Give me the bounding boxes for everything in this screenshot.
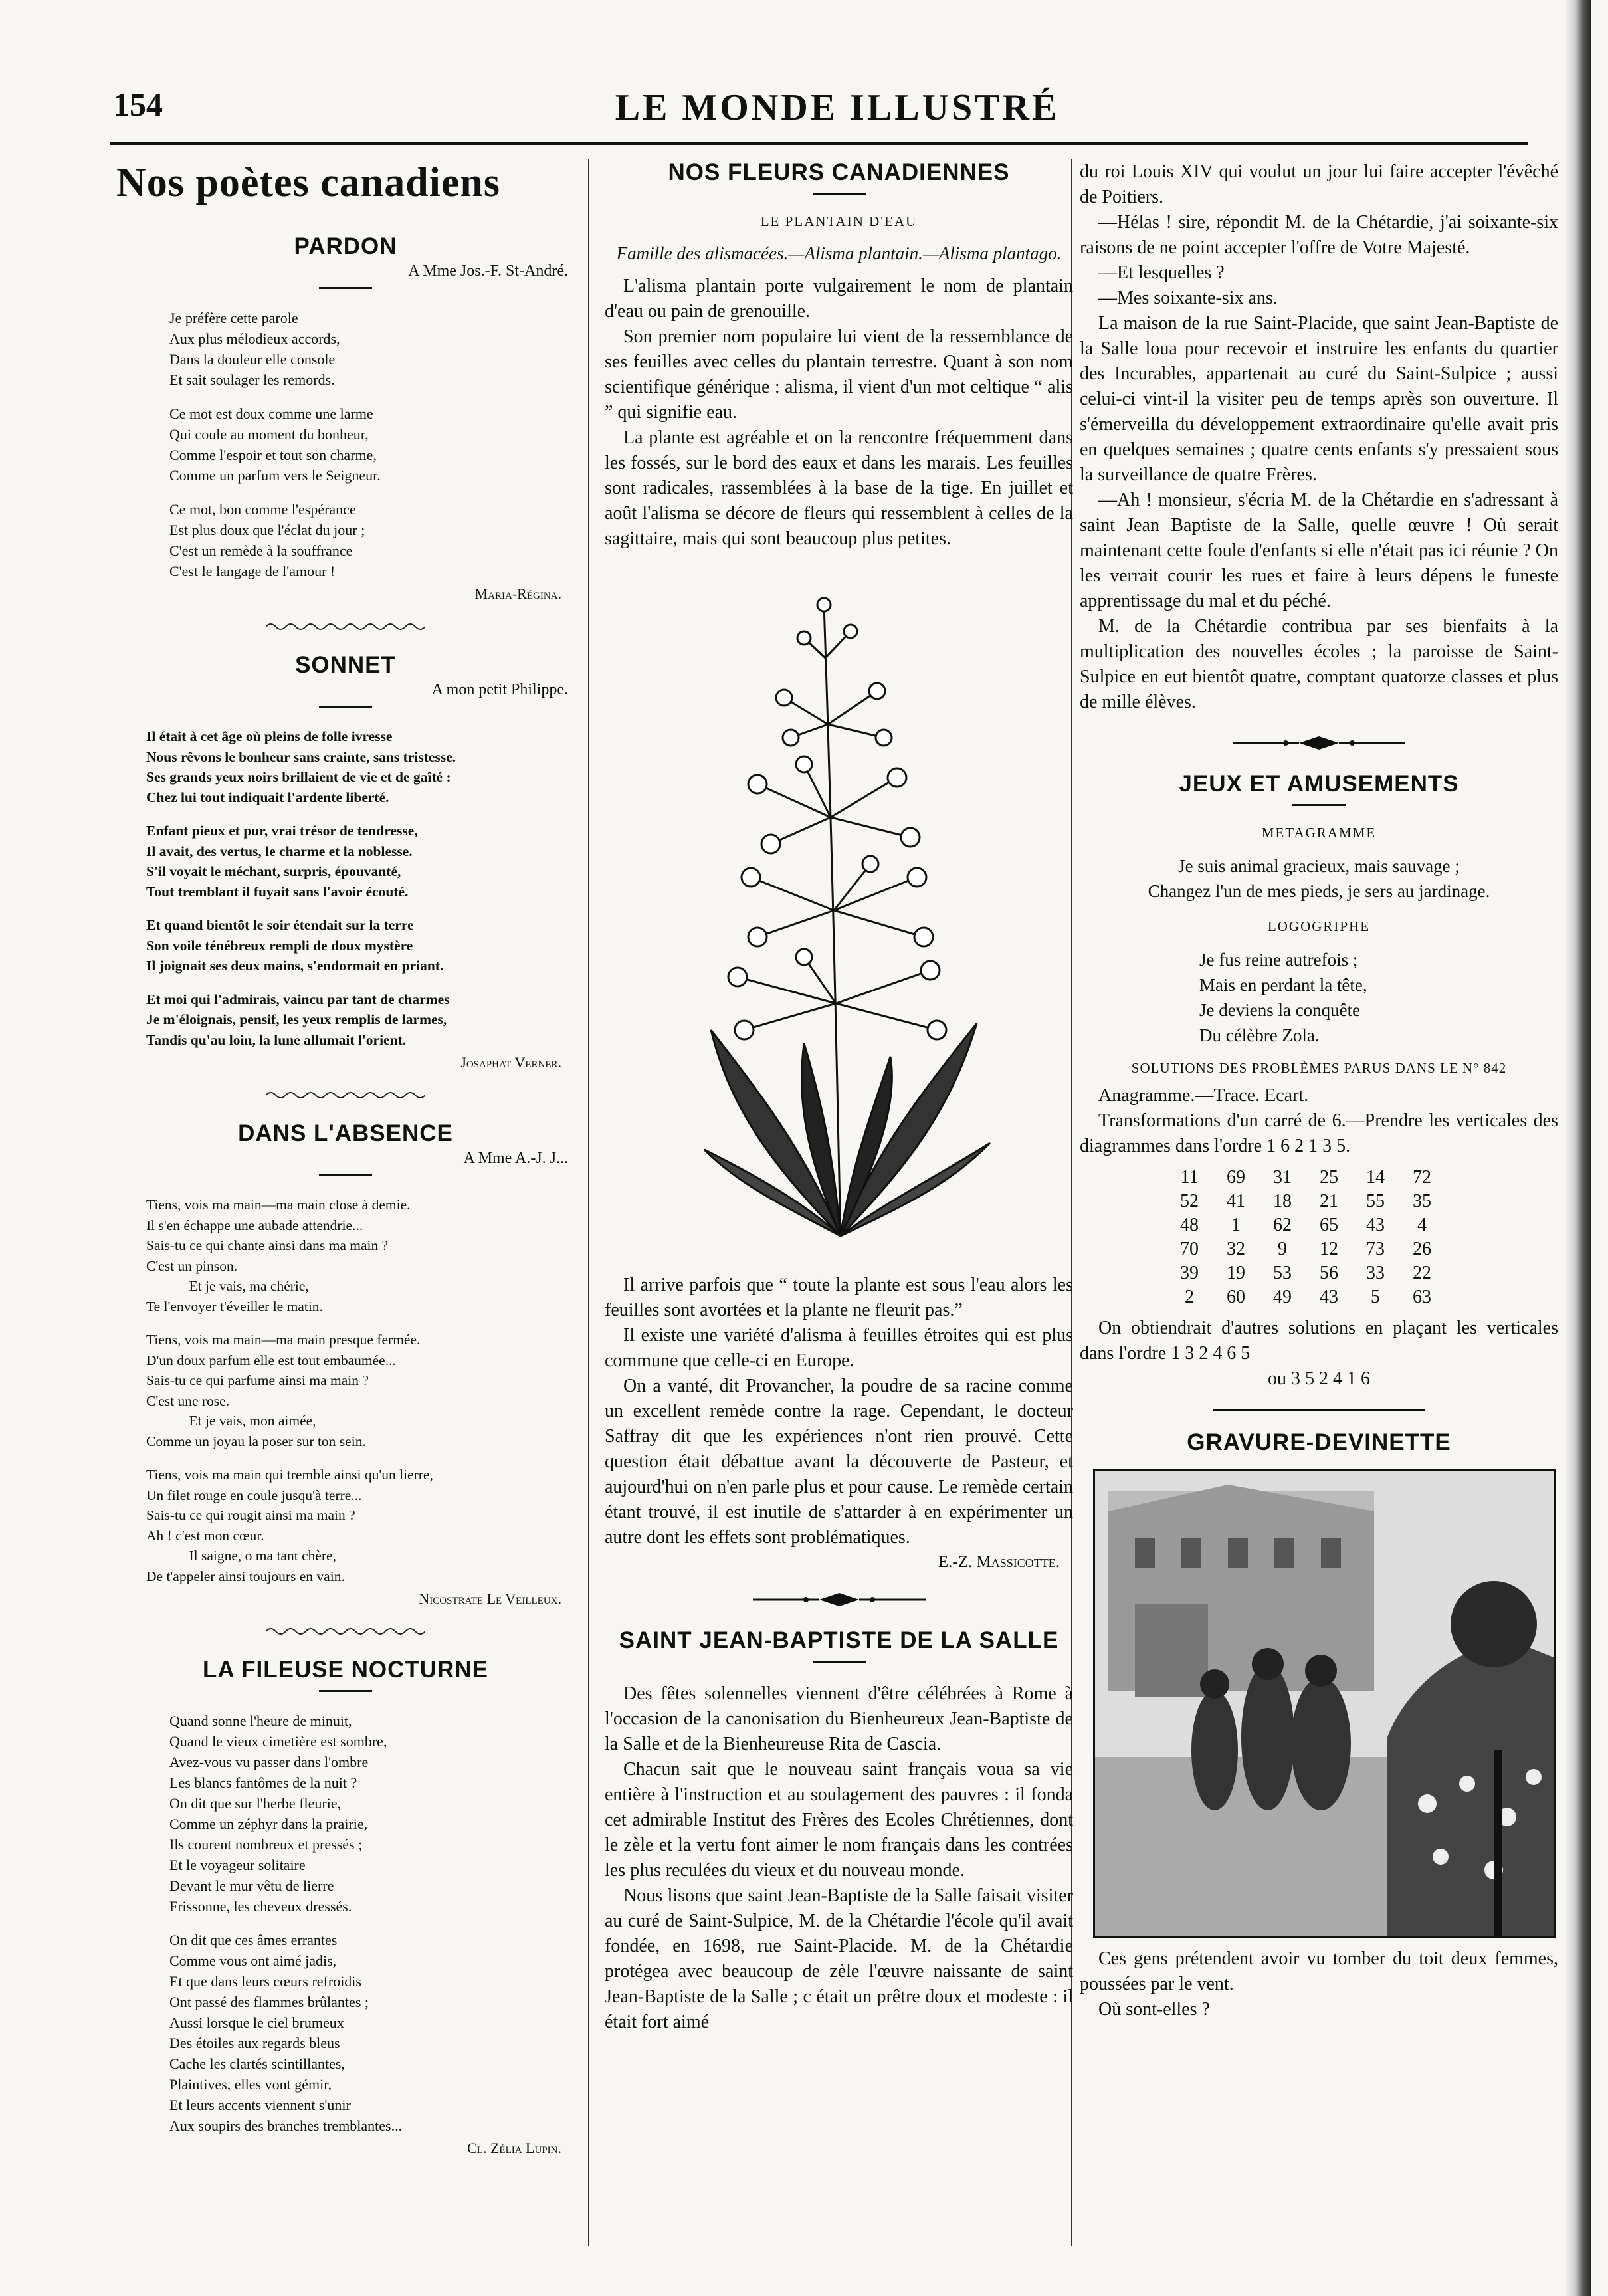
poem-title: LA FILEUSE NOCTURNE — [203, 1657, 488, 1683]
solutions-other — [1080, 1316, 1558, 1392]
poem-dedication: A Mme A.-J. J... — [463, 1150, 568, 1167]
stanza: Enfant pieux et pur, vrai trésor de tendresse, Il avait, des vertus, le charme et la noblesse. S'il voyait le méchant, surpris, épouvanté, Tout tremblant il fuyait sans l'avoir écouté. — [146, 823, 418, 900]
paragraph: On a vanté, dit Provancher, la poudre de sa racine comme un excellent remède contre la rage. Cependant, le docteur Saffray dit que les expériences n'ont rien prouvé. Cette question était débattue avant la découverte de Pasteur, et aujourd'hui on n'en parle plus et pour cause. Le remède certain étant trouvé, il est inutile de s'attarder à en expérimenter un autre dont les effets sont problématiques. — [605, 1376, 1073, 1548]
poem-absence — [116, 1120, 575, 1608]
solutions — [1080, 1083, 1558, 1159]
paragraph: Nous lisons que saint Jean-Baptiste de la Salle faisait visiter au curé de Saint-Sulpice, M. de la Chétardie l'école qu'il avait fondée, en 1698, rue Saint-Placide. M. de la Chétardie protégea avec beaucoup de zèle l'œuvre naissante de saint Jean-Baptiste de la Salle ; c était un prêtre doux et modeste : il était fort aimé — [605, 1885, 1073, 2032]
stanza: Tiens, vois ma main—ma main presque fermée. D'un doux parfum elle est tout embaumée... Sais-tu ce qui parfume ainsi ma main ? C'est une rose. Et je vais, mon aimée, Comme un joyau la poser sur ton sein. — [146, 1332, 421, 1449]
puzzle-engraving — [1093, 1469, 1556, 1938]
stanza: Tiens, vois ma main qui tremble ainsi qu'un lierre, Un filet rouge en coule jusqu'à terre... Sais-tu ce qui rougit ainsi ma main ? Ah ! c'est mon cœur. Il saigne, o ma tant chère, De t'appeler ainsi toujours en vain. — [146, 1467, 433, 1584]
title-rule — [319, 1690, 372, 1692]
section-title-jeux: JEUX ET AMUSEMENTS — [1179, 771, 1459, 797]
poem-author: Cl. Zélia Lupin. — [467, 2140, 561, 2156]
verse-line: Changez l'un de mes pieds, je sers au jardinage. — [1148, 881, 1490, 901]
article-body — [605, 1681, 1073, 2035]
stanza: Il était à cet âge où pleins de folle ivresse Nous rêvons le bonheur sans crainte, sans tristesse. Ses grands yeux noirs brillaient de vie et de gaîté : Chez lui tout indiquait l'ardente liberté. — [146, 728, 456, 805]
article-signature: E.-Z. Massicotte. — [938, 1553, 1060, 1571]
metagramme-label: METAGRAMME — [1261, 825, 1377, 841]
paragraph: Chacun sait que le nouveau saint français voua sa vie entière à l'instruction et au soulagement des pauvres : il fonda cet admirable Institut des Frères des Ecoles Chrétiennes, dont le zèle et la vertu font aimer le nom français dans les contrées les plus reculées du vieux et du nouveau monde. — [605, 1759, 1073, 1881]
column-rule-1 — [588, 159, 589, 2246]
metagramme — [1080, 853, 1558, 904]
column-articles — [605, 159, 1073, 2035]
poem-author: Nicostrate Le Veilleux. — [419, 1590, 561, 1607]
page-binding-edge — [1565, 0, 1591, 2296]
article-title-fleurs: NOS FLEURS CANADIENNES — [668, 159, 1010, 185]
stanza: Et moi qui l'admirais, vaincu par tant de charmes Je m'éloignais, pensif, les yeux remplis de larmes, Tandis qu'au loin, la lune allumait l'orient. — [146, 991, 450, 1048]
article-body — [605, 274, 1073, 552]
paragraph: —Ah ! monsieur, s'écria M. de la Chétardie en s'adressant à saint Jean Baptiste de la Salle, quelle œuvre ! Où serait maintenant cette foule d'enfants si elle n'était pas ici réunie ? On les verrait courir les rues et faire à leurs dépens le funeste apprentissage du mal et du péché. — [1080, 490, 1558, 611]
article-body-continued — [605, 1273, 1073, 1550]
wavy-divider — [266, 621, 425, 632]
paragraph: Il existe une variété d'alisma à feuilles étroites qui est plus commune que celle-ci en Europe. — [605, 1325, 1073, 1371]
logogriphe — [1199, 947, 1558, 1048]
stanza: Je préfère cette parole Aux plus mélodieux accords, Dans la douleur elle console Et sait soulager les remords. — [169, 310, 340, 388]
poem-title: SONNET — [295, 652, 396, 678]
stanza: Ce mot est doux comme une larme Qui coule au moment du bonheur, Comme l'espoir et tout son charme, Comme un parfum vers le Seigneur. — [169, 405, 381, 484]
paragraph: Son premier nom populaire lui vient de la ressemblance de ses feuilles avec celles du plantain terrestre. Quant à son nom scientifique générique : alisma, il vient d'un mot celtique “ alis ” qui signifie eau. — [605, 326, 1073, 423]
wavy-divider — [266, 1626, 425, 1637]
stanza: Quand sonne l'heure de minuit, Quand le vieux cimetière est sombre, Avez-vous vu passer dans l'ombre Les blancs fantômes de la nuit ? On dit que sur l'herbe fleurie, Comme un zéphyr dans la prairie, Ils courent nombreux et pressés ; Et le voyageur solitaire Devant le mur vêtu de lierre Frissonne, les cheveux dressés. — [169, 1713, 387, 1915]
masthead: LE MONDE ILLUSTRÉ — [615, 87, 1060, 128]
logogriphe-label: LOGOGRIPHE — [1267, 918, 1371, 934]
section-title-poetes: Nos poètes canadiens — [116, 160, 501, 205]
page-number: 154 — [113, 86, 163, 123]
ornament-divider — [740, 1592, 939, 1608]
wavy-divider — [266, 1090, 425, 1100]
caption: Ces gens prétendent avoir vu tomber du toit deux femmes, poussées par le vent. — [1080, 1948, 1558, 1994]
verse-line: Je fus reine autrefois ; — [1199, 950, 1358, 970]
engraving-caption — [1080, 1946, 1558, 2022]
stanza: Tiens, vois ma main—ma main close à demie. Il s'en échappe une aubade attendrie... Sais-tu ce qui chante ainsi dans ma main ? C'est un pinson. Et je vais, ma chérie, Te l'envoyer t'éveiller le matin. — [146, 1197, 411, 1314]
paragraph: La maison de la rue Saint-Placide, que saint Jean-Baptiste de la Salle loua pour recevoir et instruire les enfants du quartier des Incurables, appartenait au curé du Saint-Sulpice ; aussi celui-ci vint-il la visiter peu de temps après son ouverture. Il s'émerveilla du développement extraordinaire qu'elle avait pris en quelques semaines ; quatre cents enfants s'y pressaient sous la surveillance de quatre Frères. — [1080, 313, 1558, 485]
plantain-illustration — [605, 565, 1073, 1256]
poem-sonnet — [116, 652, 575, 1071]
poem-dedication: A Mme Jos.-F. St-André. — [408, 262, 568, 280]
stanza: Ce mot, bon comme l'espérance Est plus doux que l'éclat du jour ; C'est un remède à la souffrance C'est le langage de l'amour ! — [169, 501, 365, 579]
poem-dedication: A mon petit Philippe. — [431, 681, 568, 698]
botanical-family: Famille des alismacées.—Alisma plantain.—Alisma plantago. — [616, 243, 1062, 263]
poem-author: Maria-Régina. — [474, 585, 561, 602]
paragraph: —Hélas ! sire, répondit M. de la Chétardie, j'ai soixante-six raisons de ne point accepter l'offre de Votre Majesté. — [1080, 212, 1558, 258]
column-poems — [116, 159, 575, 2157]
solutions-label: SOLUTIONS DES PROBLÈMES PARUS DANS LE N° 842 — [1131, 1060, 1507, 1076]
paragraph: —Et lesquelles ? — [1098, 262, 1225, 283]
paragraph: L'alisma plantain porte vulgairement le nom de plantain d'eau ou pain de grenouille. — [605, 276, 1073, 322]
stanza: On dit que ces âmes errantes Comme vous ont aimé jadis, Et que dans leurs cœurs refroidis Ont passé des flammes brûlantes ; Aussi lorsque le ciel brumeux Des étoiles aux regards bleus Cache les clartés scintillantes, Plaintives, elles vont gémir, Et leurs accents viennent s'unir Aux soupirs des branches tremblantes... — [169, 1932, 403, 2134]
section-rule — [1213, 1409, 1425, 1411]
title-rule — [813, 1661, 866, 1663]
title-rule — [319, 287, 372, 289]
poem-title: PARDON — [294, 233, 397, 259]
paragraph: du roi Louis XIV qui voulut un jour lui faire accepter l'évêché de Poitiers. — [1080, 161, 1558, 207]
header-rule — [110, 142, 1528, 145]
caption-question: Où sont-elles ? — [1098, 1999, 1210, 2020]
article-title-saint: SAINT JEAN-BAPTISTE DE LA SALLE — [619, 1627, 1059, 1653]
article-saint-continued — [1080, 159, 1558, 715]
paragraph: La plante est agréable et on la rencontre fréquemment dans les fossés, sur le bord des eaux et dans les marais. Les feuilles sont radicales, rassemblées à la base de la tige. En juillet et août l'alisma se décore de fleurs qui ressemblent à celles de la sagittaire, mais qui sont beaucoup plus petites. — [605, 427, 1073, 549]
poem-title: DANS L'ABSENCE — [238, 1120, 453, 1146]
grid-row: 11 69 31 25 14 72 — [1180, 1167, 1431, 1188]
verse-line: Je deviens la conquête — [1199, 1000, 1361, 1020]
poem-author: Josaphat Verner. — [460, 1054, 561, 1071]
paragraph: ou 3 5 2 4 1 6 — [1268, 1368, 1370, 1389]
title-rule — [813, 193, 866, 195]
title-rule — [1292, 804, 1346, 806]
verse-line: Mais en perdant la tête, — [1199, 975, 1367, 995]
title-rule — [319, 706, 372, 708]
grid-row: 2 60 49 43 5 63 — [1185, 1287, 1431, 1307]
grid-row: 48 1 62 65 43 4 — [1180, 1215, 1427, 1235]
paragraph: Anagramme.—Trace. Ecart. — [1098, 1085, 1309, 1106]
poem-pardon — [116, 233, 575, 603]
grid-row: 39 19 53 56 33 22 — [1180, 1263, 1431, 1283]
paragraph: Des fêtes solennelles viennent d'être célébrées à Rome à l'occasion de la canonisation du Bienheureux Jean-Baptiste de la Salle et de la Bienheureuse Rita de Cascia. — [605, 1683, 1073, 1754]
poem-fileuse — [116, 1657, 575, 2157]
grid-row: 70 32 9 12 73 26 — [1180, 1239, 1431, 1259]
magic-square-grid — [1166, 1166, 1445, 1309]
paragraph: —Mes soixante-six ans. — [1098, 288, 1278, 308]
grid-row: 52 41 18 21 55 35 — [1180, 1191, 1431, 1211]
section-title-gravure: GRAVURE-DEVINETTE — [1187, 1429, 1451, 1455]
paragraph: Transformations d'un carré de 6.—Prendre les verticales des diagrammes dans l'ordre 1 6 2 1 3 5. — [1080, 1110, 1558, 1156]
title-rule — [319, 1174, 372, 1176]
verse-line: Je suis animal gracieux, mais sauvage ; — [1178, 856, 1460, 876]
verse-line: Du célèbre Zola. — [1199, 1025, 1320, 1045]
paragraph: On obtiendrait d'autres solutions en plaçant les verticales dans l'ordre 1 3 2 4 6 5 — [1080, 1318, 1558, 1364]
column-right — [1080, 159, 1558, 2022]
article-subtitle: LE PLANTAIN D'EAU — [760, 213, 918, 229]
stanza: Et quand bientôt le soir étendait sur la terre Son voile ténébreux rempli de doux mystère Il joignait ses deux mains, s'endormait en priant. — [146, 917, 444, 974]
paragraph: Il arrive parfois que “ toute la plante est sous l'eau alors les feuilles sont avortées et la plante ne fleurit pas.” — [605, 1275, 1073, 1320]
ornament-divider — [1219, 735, 1419, 751]
paragraph: M. de la Chétardie contribua par ses bienfaits à la multiplication des nouvelles écoles ; la paroisse de Saint-Sulpice en eut bientôt quatre, comptant quatorze classes et plus de mille élèves. — [1080, 616, 1558, 712]
